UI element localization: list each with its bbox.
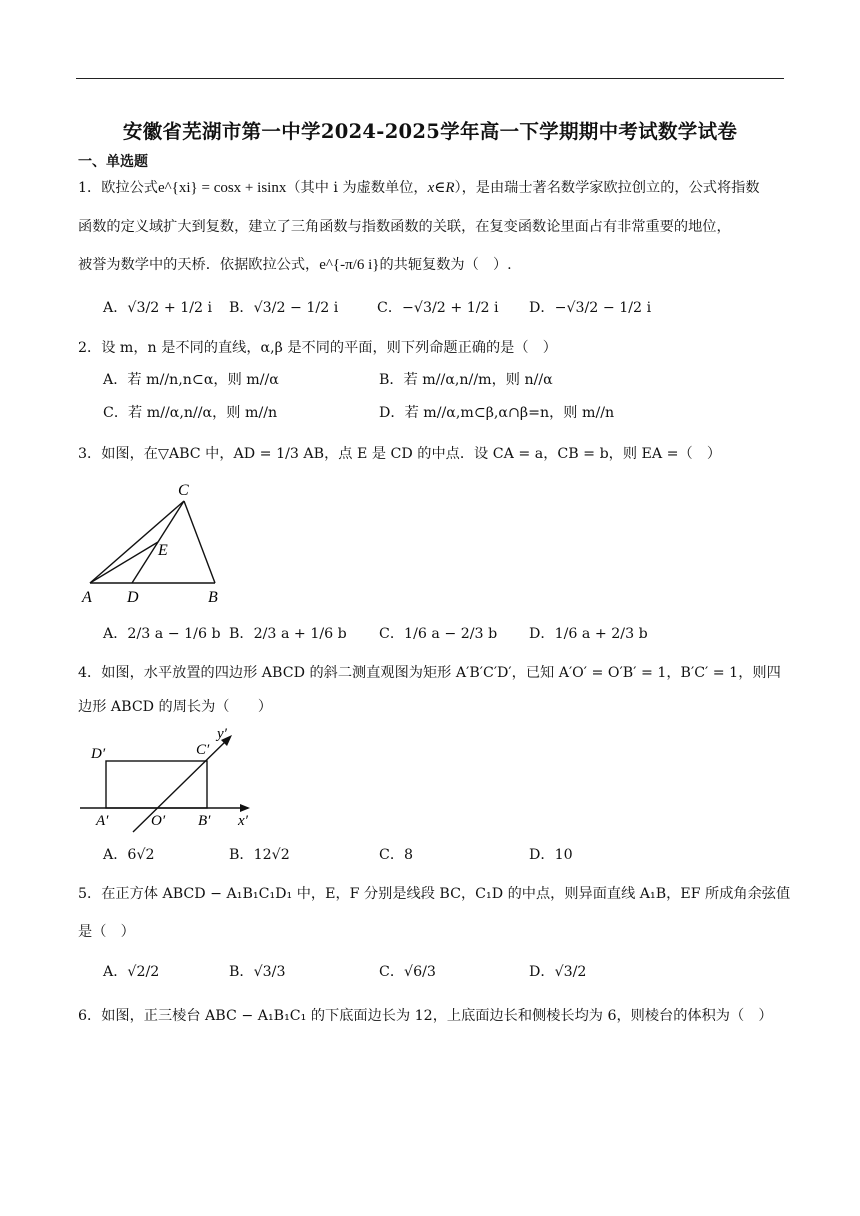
q2-option-b[interactable]: B．若 m//α,n//m，则 n//α — [379, 372, 553, 388]
euler-formula: e^{xi} = cosx + isinx — [157, 180, 287, 196]
q2-option-a[interactable]: A．若 m//n,n⊂α，则 m//α — [103, 372, 279, 388]
q4-line2: 边形 ABCD 的周长为（ ） — [78, 699, 273, 715]
header-rule — [76, 78, 784, 79]
q1-option-c[interactable]: C．−√3/2 + 1/2 i — [377, 300, 499, 316]
q1-line3: 被誉为数学中的天桥．依据欧拉公式，e^{-π/6 i}的共轭复数为（ ）. — [78, 257, 512, 273]
q3-option-d[interactable]: D．1/6 a + 2/3 b — [529, 626, 648, 642]
q2-option-c[interactable]: C．若 m//α,n//α，则 m//n — [103, 405, 278, 421]
q3-option-a[interactable]: A．2/3 a − 1/6 b — [103, 626, 221, 642]
q1-condition: x∈R — [427, 180, 455, 196]
q4-label-x: x′ — [238, 813, 248, 829]
q3-segment-ae — [90, 542, 158, 583]
q4-option-a[interactable]: A．6√2 — [103, 847, 155, 863]
q4-label-o: O′ — [151, 813, 166, 829]
q3-label-c: C — [178, 482, 189, 499]
q4-label-a: A′ — [96, 813, 109, 829]
q4-label-y: y′ — [217, 726, 227, 742]
q5-option-c[interactable]: C．√6/3 — [379, 964, 436, 980]
q4-oblique-figure — [78, 724, 268, 834]
q5-line1: 5．在正方体 ABCD − A₁B₁C₁D₁ 中，E，F 分别是线段 BC，C₁D 的中点，则异面直线 A₁B，EF 所成角余弦值 — [78, 886, 791, 902]
q4-option-d[interactable]: D．10 — [529, 847, 573, 863]
q1-line1: 1．欧拉公式e^{xi} = cosx + isinx（其中 i 为虚数单位，x∈R），是由瑞士著名数学家欧拉创立的，公式将指数 — [78, 180, 760, 196]
q3-triangle-figure — [78, 478, 238, 608]
q4-option-c[interactable]: C．8 — [379, 847, 414, 863]
q3-option-b[interactable]: B．2/3 a + 1/6 b — [229, 626, 347, 642]
q3-option-c[interactable]: C．1/6 a − 2/3 b — [379, 626, 498, 642]
q4-x-arrow — [240, 804, 250, 812]
q2-stem: 2．设 m，n 是不同的直线，α,β 是不同的平面，则下列命题正确的是（ ） — [78, 340, 557, 356]
q4-y-axis — [133, 740, 227, 832]
q4-option-b[interactable]: B．12√2 — [229, 847, 290, 863]
q1-option-d[interactable]: D．−√3/2 − 1/2 i — [529, 300, 652, 316]
q5-line2: 是（ ） — [78, 924, 135, 940]
q3-label-e: E — [158, 542, 168, 559]
section-heading: 一、单选题 — [78, 154, 148, 170]
q3-edge-cb — [184, 501, 215, 583]
q4-rectangle — [106, 761, 207, 808]
q5-option-d[interactable]: D．√3/2 — [529, 964, 587, 980]
q3-label-d: D — [127, 589, 139, 606]
q1-option-b[interactable]: B．√3/2 − 1/2 i — [229, 300, 339, 316]
q2-option-d[interactable]: D．若 m//α,m⊂β,α∩β=n，则 m//n — [379, 405, 615, 421]
q4-label-c: C′ — [196, 742, 210, 758]
q4-line1: 4．如图，水平放置的四边形 ABCD 的斜二测直观图为矩形 A′B′C′D′，已知 A′O′ = O′B′ = 1，B′C′ = 1，则四 — [78, 665, 781, 681]
q1-line2: 函数的定义域扩大到复数，建立了三角函数与指数函数的关联，在复变函数论里面占有非常重要的地位， — [78, 219, 731, 235]
q4-label-d: D′ — [91, 746, 106, 762]
q3-label-b: B — [208, 589, 218, 606]
q5-option-b[interactable]: B．√3/3 — [229, 964, 286, 980]
q6-stem: 6．如图，正三棱台 ABC − A₁B₁C₁ 的下底面边长为 12，上底面边长和侧棱长均为 6，则棱台的体积为（ ） — [78, 1008, 773, 1024]
q1-expression: e^{-π/6 i} — [319, 257, 380, 273]
q5-option-a[interactable]: A．√2/2 — [103, 964, 160, 980]
q3-stem: 3．如图，在▽ABC 中，AD = 1/3 AB，点 E 是 CD 的中点．设 CA = a，CB = b，则 EA =（ ） — [78, 446, 722, 462]
q3-label-a: A — [82, 589, 92, 606]
q3-edge-ac — [90, 501, 184, 583]
page-title: 安徽省芜湖市第一中学2024-2025学年高一下学期期中考试数学试卷 — [122, 120, 738, 143]
q1-option-a[interactable]: A．√3/2 + 1/2 i — [103, 300, 213, 316]
q4-label-b: B′ — [198, 813, 211, 829]
